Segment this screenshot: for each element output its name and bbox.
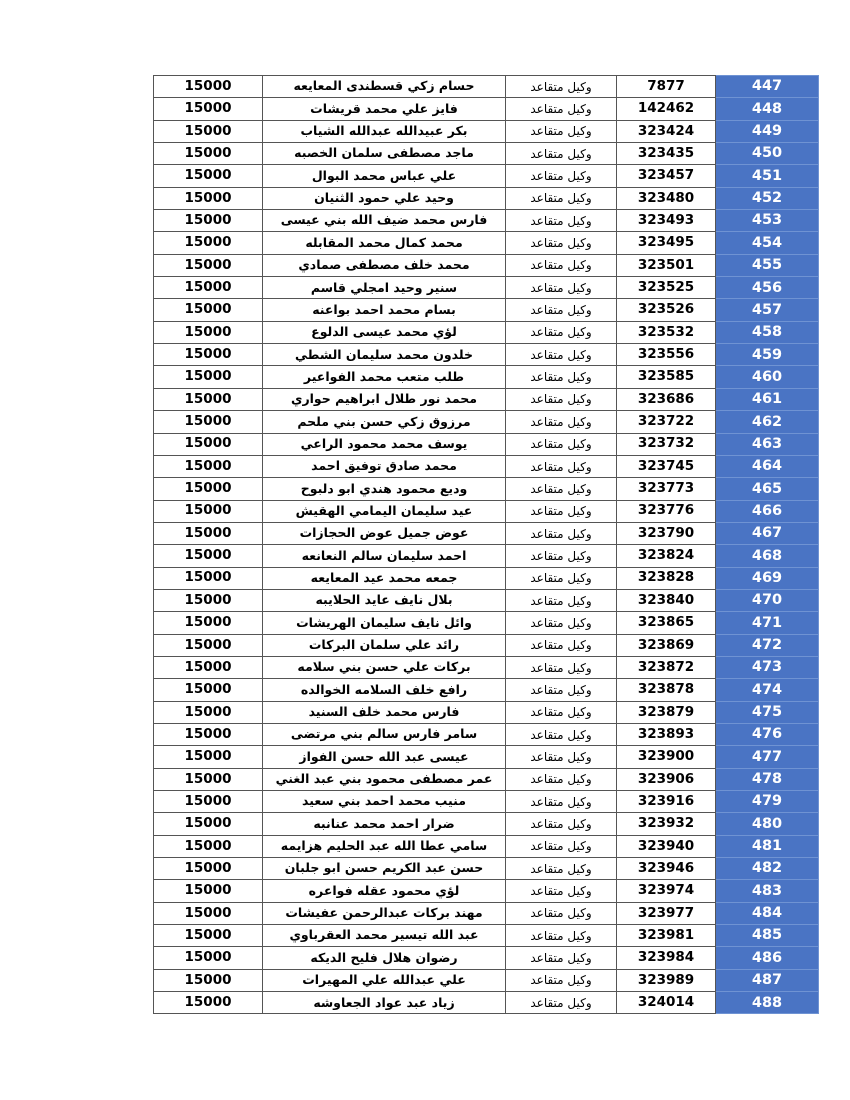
amount-cell: 15000 <box>154 969 263 991</box>
id-number-cell: 323974 <box>617 880 716 902</box>
amount-cell: 15000 <box>154 746 263 768</box>
id-number-cell: 323493 <box>617 210 716 232</box>
amount-cell: 15000 <box>154 232 263 254</box>
amount-cell: 15000 <box>154 768 263 790</box>
amount-cell: 15000 <box>154 500 263 522</box>
table-row <box>154 835 819 857</box>
role-cell: وكيل متقاعد <box>506 634 617 656</box>
name-cell: فارس محمد ضيف الله بني عيسى <box>263 210 506 232</box>
id-number-cell: 323732 <box>617 433 716 455</box>
id-number-cell: 323480 <box>617 187 716 209</box>
table-row <box>154 589 819 611</box>
role-cell: وكيل متقاعد <box>506 656 617 678</box>
id-number-cell: 323686 <box>617 388 716 410</box>
table-row <box>154 187 819 209</box>
name-cell: ضرار احمد محمد عنانبه <box>263 813 506 835</box>
name-cell: جمعه محمد عيد المعايعه <box>263 567 506 589</box>
name-cell: علي عبدالله علي المهيرات <box>263 969 506 991</box>
name-cell: بكر عبيدالله عبدالله الشياب <box>263 120 506 142</box>
amount-cell: 15000 <box>154 701 263 723</box>
id-number-cell: 323981 <box>617 925 716 947</box>
role-cell: وكيل متقاعد <box>506 768 617 790</box>
name-cell: محمد خلف مصطفى صمادي <box>263 254 506 276</box>
sequence-number-cell: 453 <box>716 210 819 232</box>
table-row <box>154 277 819 299</box>
role-cell: وكيل متقاعد <box>506 947 617 969</box>
amount-cell: 15000 <box>154 187 263 209</box>
role-cell: وكيل متقاعد <box>506 299 617 321</box>
sequence-number-cell: 472 <box>716 634 819 656</box>
table-row <box>154 232 819 254</box>
id-number-cell: 323878 <box>617 679 716 701</box>
role-cell: وكيل متقاعد <box>506 366 617 388</box>
role-cell: وكيل متقاعد <box>506 567 617 589</box>
name-cell: وائل نايف سليمان الهريشات <box>263 612 506 634</box>
role-cell: وكيل متقاعد <box>506 835 617 857</box>
amount-cell: 15000 <box>154 925 263 947</box>
role-cell: وكيل متقاعد <box>506 478 617 500</box>
sequence-number-cell: 457 <box>716 299 819 321</box>
name-cell: حسن عبد الكريم حسن ابو جلبان <box>263 858 506 880</box>
sequence-number-cell: 485 <box>716 925 819 947</box>
id-number-cell: 323840 <box>617 589 716 611</box>
sequence-number-cell: 459 <box>716 344 819 366</box>
name-cell: مهند بركات عبدالرحمن عفيشات <box>263 902 506 924</box>
name-cell: محمد صادق توفيق احمد <box>263 455 506 477</box>
name-cell: عيد سليمان اليمامي الهقيش <box>263 500 506 522</box>
name-cell: حسام زكي قسطندى المعايعه <box>263 76 506 98</box>
sequence-number-cell: 469 <box>716 567 819 589</box>
role-cell: وكيل متقاعد <box>506 210 617 232</box>
table-row <box>154 120 819 142</box>
sequence-number-cell: 450 <box>716 143 819 165</box>
amount-cell: 15000 <box>154 98 263 120</box>
name-cell: رافع خلف السلامه الخوالده <box>263 679 506 701</box>
table-row <box>154 858 819 880</box>
id-number-cell: 323790 <box>617 522 716 544</box>
amount-cell: 15000 <box>154 858 263 880</box>
id-number-cell: 323865 <box>617 612 716 634</box>
name-cell: وديع محمود هندي ابو دلبوح <box>263 478 506 500</box>
sequence-number-cell: 481 <box>716 835 819 857</box>
amount-cell: 15000 <box>154 165 263 187</box>
name-cell: عبد الله تيسير محمد العقرباوي <box>263 925 506 947</box>
table-row <box>154 791 819 813</box>
sequence-number-cell: 451 <box>716 165 819 187</box>
id-number-cell: 323828 <box>617 567 716 589</box>
id-number-cell: 323526 <box>617 299 716 321</box>
id-number-cell: 323525 <box>617 277 716 299</box>
sequence-number-cell: 487 <box>716 969 819 991</box>
name-cell: خلدون محمد سليمان الشطي <box>263 344 506 366</box>
amount-cell: 15000 <box>154 612 263 634</box>
amount-cell: 15000 <box>154 634 263 656</box>
sequence-number-cell: 452 <box>716 187 819 209</box>
table-row <box>154 478 819 500</box>
id-number-cell: 323824 <box>617 545 716 567</box>
amount-cell: 15000 <box>154 947 263 969</box>
name-cell: سامر فارس سالم بني مرتضى <box>263 723 506 745</box>
role-cell: وكيل متقاعد <box>506 969 617 991</box>
role-cell: وكيل متقاعد <box>506 411 617 433</box>
role-cell: وكيل متقاعد <box>506 277 617 299</box>
table-row <box>154 679 819 701</box>
amount-cell: 15000 <box>154 522 263 544</box>
id-number-cell: 323977 <box>617 902 716 924</box>
id-number-cell: 142462 <box>617 98 716 120</box>
table-row <box>154 254 819 276</box>
id-number-cell: 323916 <box>617 791 716 813</box>
sequence-number-cell: 461 <box>716 388 819 410</box>
role-cell: وكيل متقاعد <box>506 187 617 209</box>
id-number-cell: 323776 <box>617 500 716 522</box>
sequence-number-cell: 467 <box>716 522 819 544</box>
amount-cell: 15000 <box>154 589 263 611</box>
sequence-number-cell: 484 <box>716 902 819 924</box>
sequence-number-cell: 456 <box>716 277 819 299</box>
sequence-number-cell: 449 <box>716 120 819 142</box>
role-cell: وكيل متقاعد <box>506 143 617 165</box>
id-number-cell: 323495 <box>617 232 716 254</box>
role-cell: وكيل متقاعد <box>506 254 617 276</box>
name-cell: بسام محمد احمد بواعنه <box>263 299 506 321</box>
id-number-cell: 323773 <box>617 478 716 500</box>
table-row <box>154 746 819 768</box>
table-row <box>154 701 819 723</box>
amount-cell: 15000 <box>154 723 263 745</box>
role-cell: وكيل متقاعد <box>506 723 617 745</box>
role-cell: وكيل متقاعد <box>506 500 617 522</box>
sequence-number-cell: 468 <box>716 545 819 567</box>
role-cell: وكيل متقاعد <box>506 992 617 1014</box>
name-cell: سنير وحيد امجلي قاسم <box>263 277 506 299</box>
role-cell: وكيل متقاعد <box>506 545 617 567</box>
amount-cell: 15000 <box>154 791 263 813</box>
id-number-cell: 323722 <box>617 411 716 433</box>
name-cell: فارس محمد خلف السنيد <box>263 701 506 723</box>
table-row <box>154 299 819 321</box>
amount-cell: 15000 <box>154 478 263 500</box>
table-row <box>154 947 819 969</box>
table-row <box>154 500 819 522</box>
role-cell: وكيل متقاعد <box>506 433 617 455</box>
table-row <box>154 210 819 232</box>
table-row <box>154 880 819 902</box>
amount-cell: 15000 <box>154 567 263 589</box>
name-cell: مرزوق زكي حسن بني ملحم <box>263 411 506 433</box>
amount-cell: 15000 <box>154 254 263 276</box>
table-row <box>154 612 819 634</box>
table-row <box>154 76 819 98</box>
sequence-number-cell: 480 <box>716 813 819 835</box>
role-cell: وكيل متقاعد <box>506 791 617 813</box>
sequence-number-cell: 465 <box>716 478 819 500</box>
table-row <box>154 813 819 835</box>
table-row <box>154 545 819 567</box>
name-cell: محمد نور طلال ابراهيم حواري <box>263 388 506 410</box>
amount-cell: 15000 <box>154 411 263 433</box>
name-cell: عيسى عبد الله حسن الفواز <box>263 746 506 768</box>
role-cell: وكيل متقاعد <box>506 344 617 366</box>
amount-cell: 15000 <box>154 344 263 366</box>
sequence-number-cell: 463 <box>716 433 819 455</box>
role-cell: وكيل متقاعد <box>506 98 617 120</box>
table-row <box>154 768 819 790</box>
name-cell: رضوان هلال فليح الديكه <box>263 947 506 969</box>
name-cell: بركات علي حسن بني سلامه <box>263 656 506 678</box>
name-cell: عمر مصطفى محمود بني عبد الغني <box>263 768 506 790</box>
table-row <box>154 925 819 947</box>
name-cell: وحيد علي حمود الثنيان <box>263 187 506 209</box>
id-number-cell: 323984 <box>617 947 716 969</box>
name-cell: رائد علي سلمان البركات <box>263 634 506 656</box>
sequence-number-cell: 458 <box>716 321 819 343</box>
role-cell: وكيل متقاعد <box>506 232 617 254</box>
amount-cell: 15000 <box>154 299 263 321</box>
role-cell: وكيل متقاعد <box>506 388 617 410</box>
amount-cell: 15000 <box>154 388 263 410</box>
name-cell: عوض جميل عوض الحجازات <box>263 522 506 544</box>
sequence-number-cell: 486 <box>716 947 819 969</box>
amount-cell: 15000 <box>154 76 263 98</box>
table-body <box>154 76 819 1014</box>
amount-cell: 15000 <box>154 545 263 567</box>
table-row <box>154 567 819 589</box>
role-cell: وكيل متقاعد <box>506 522 617 544</box>
sequence-number-cell: 475 <box>716 701 819 723</box>
id-number-cell: 323501 <box>617 254 716 276</box>
id-number-cell: 323585 <box>617 366 716 388</box>
id-number-cell: 323435 <box>617 143 716 165</box>
name-cell: منيب محمد احمد بني سعيد <box>263 791 506 813</box>
name-cell: زياد عبد عواد الجعاوشه <box>263 992 506 1014</box>
sequence-number-cell: 482 <box>716 858 819 880</box>
amount-cell: 15000 <box>154 433 263 455</box>
table-row <box>154 455 819 477</box>
name-cell: يوسف محمد محمود الراعي <box>263 433 506 455</box>
role-cell: وكيل متقاعد <box>506 679 617 701</box>
role-cell: وكيل متقاعد <box>506 701 617 723</box>
sequence-number-cell: 460 <box>716 366 819 388</box>
sequence-number-cell: 470 <box>716 589 819 611</box>
id-number-cell: 323424 <box>617 120 716 142</box>
id-number-cell: 323946 <box>617 858 716 880</box>
table-row <box>154 388 819 410</box>
role-cell: وكيل متقاعد <box>506 858 617 880</box>
sequence-number-cell: 455 <box>716 254 819 276</box>
role-cell: وكيل متقاعد <box>506 925 617 947</box>
table-row <box>154 433 819 455</box>
role-cell: وكيل متقاعد <box>506 746 617 768</box>
name-cell: لؤي محمد عيسى الدلوع <box>263 321 506 343</box>
table-row <box>154 143 819 165</box>
name-cell: ماجد مصطفى سلمان الخصبه <box>263 143 506 165</box>
table-row <box>154 723 819 745</box>
id-number-cell: 323869 <box>617 634 716 656</box>
amount-cell: 15000 <box>154 902 263 924</box>
amount-cell: 15000 <box>154 143 263 165</box>
sequence-number-cell: 447 <box>716 76 819 98</box>
name-cell: سامي عطا الله عبد الحليم هزايمه <box>263 835 506 857</box>
id-number-cell: 324014 <box>617 992 716 1014</box>
table-row <box>154 634 819 656</box>
table-row <box>154 969 819 991</box>
id-number-cell: 323879 <box>617 701 716 723</box>
sequence-number-cell: 483 <box>716 880 819 902</box>
name-cell: لؤي محمود عقله فواعره <box>263 880 506 902</box>
name-cell: بلال نايف عايد الحلايبه <box>263 589 506 611</box>
name-cell: علي عباس محمد البوال <box>263 165 506 187</box>
role-cell: وكيل متقاعد <box>506 120 617 142</box>
role-cell: وكيل متقاعد <box>506 612 617 634</box>
id-number-cell: 323556 <box>617 344 716 366</box>
id-number-cell: 323989 <box>617 969 716 991</box>
role-cell: وكيل متقاعد <box>506 76 617 98</box>
table-row <box>154 902 819 924</box>
id-number-cell: 323893 <box>617 723 716 745</box>
amount-cell: 15000 <box>154 210 263 232</box>
id-number-cell: 323457 <box>617 165 716 187</box>
amount-cell: 15000 <box>154 366 263 388</box>
amount-cell: 15000 <box>154 835 263 857</box>
amount-cell: 15000 <box>154 120 263 142</box>
id-number-cell: 323900 <box>617 746 716 768</box>
id-number-cell: 323745 <box>617 455 716 477</box>
sequence-number-cell: 448 <box>716 98 819 120</box>
sequence-number-cell: 478 <box>716 768 819 790</box>
table-row <box>154 411 819 433</box>
amount-cell: 15000 <box>154 455 263 477</box>
role-cell: وكيل متقاعد <box>506 880 617 902</box>
amount-cell: 15000 <box>154 321 263 343</box>
name-cell: فايز علي محمد قريشات <box>263 98 506 120</box>
sequence-number-cell: 471 <box>716 612 819 634</box>
id-number-cell: 323872 <box>617 656 716 678</box>
name-cell: طلب متعب محمد الفواعير <box>263 366 506 388</box>
amount-cell: 15000 <box>154 813 263 835</box>
sequence-number-cell: 488 <box>716 992 819 1014</box>
sequence-number-cell: 464 <box>716 455 819 477</box>
personnel-table <box>153 75 819 1014</box>
id-number-cell: 7877 <box>617 76 716 98</box>
table-row <box>154 344 819 366</box>
role-cell: وكيل متقاعد <box>506 589 617 611</box>
amount-cell: 15000 <box>154 992 263 1014</box>
id-number-cell: 323532 <box>617 321 716 343</box>
sequence-number-cell: 454 <box>716 232 819 254</box>
table-row <box>154 165 819 187</box>
sequence-number-cell: 473 <box>716 656 819 678</box>
sequence-number-cell: 477 <box>716 746 819 768</box>
name-cell: محمد كمال محمد المقابله <box>263 232 506 254</box>
amount-cell: 15000 <box>154 656 263 678</box>
table-row <box>154 992 819 1014</box>
table-row <box>154 366 819 388</box>
amount-cell: 15000 <box>154 679 263 701</box>
sequence-number-cell: 479 <box>716 791 819 813</box>
table-row <box>154 98 819 120</box>
role-cell: وكيل متقاعد <box>506 165 617 187</box>
sequence-number-cell: 474 <box>716 679 819 701</box>
table-row <box>154 321 819 343</box>
name-cell: احمد سليمان سالم النعانعه <box>263 545 506 567</box>
role-cell: وكيل متقاعد <box>506 902 617 924</box>
sequence-number-cell: 462 <box>716 411 819 433</box>
id-number-cell: 323932 <box>617 813 716 835</box>
sequence-number-cell: 466 <box>716 500 819 522</box>
id-number-cell: 323940 <box>617 835 716 857</box>
id-number-cell: 323906 <box>617 768 716 790</box>
amount-cell: 15000 <box>154 880 263 902</box>
sequence-number-cell: 476 <box>716 723 819 745</box>
role-cell: وكيل متقاعد <box>506 813 617 835</box>
role-cell: وكيل متقاعد <box>506 455 617 477</box>
role-cell: وكيل متقاعد <box>506 321 617 343</box>
table-row <box>154 522 819 544</box>
amount-cell: 15000 <box>154 277 263 299</box>
table-row <box>154 656 819 678</box>
